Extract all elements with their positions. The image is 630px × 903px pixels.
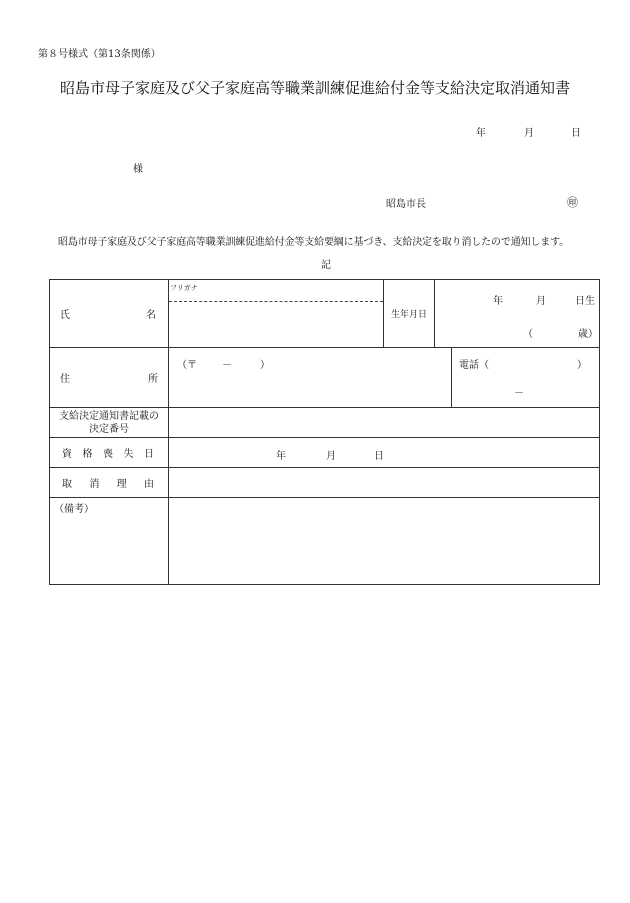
name-label-2: 名 bbox=[146, 310, 156, 321]
phone-dash: － bbox=[514, 388, 524, 399]
loss-label-char: 日 bbox=[144, 449, 154, 460]
loss-label-char: 資 bbox=[62, 449, 72, 460]
cancel-reason-field[interactable] bbox=[169, 468, 600, 498]
phone-field[interactable] bbox=[452, 348, 600, 408]
dob-label-cell bbox=[384, 280, 435, 348]
dob-field[interactable] bbox=[435, 280, 600, 348]
phone-label: 電話（ bbox=[459, 360, 489, 371]
furigana-label: フリガナ bbox=[170, 284, 198, 292]
remarks-row bbox=[50, 498, 600, 585]
loss-month-label: 月 bbox=[326, 451, 336, 462]
cancel-reason-row bbox=[50, 468, 600, 498]
qualification-loss-label-cell bbox=[50, 438, 169, 468]
decision-number-field[interactable] bbox=[169, 408, 600, 438]
dob-year-label: 年 bbox=[493, 296, 503, 307]
decision-number-label-cell bbox=[50, 408, 169, 438]
name-row bbox=[50, 280, 600, 348]
loss-label-char: 格 bbox=[82, 449, 93, 460]
address-label-2: 所 bbox=[148, 374, 158, 385]
decision-number-row bbox=[50, 408, 600, 438]
dob-month-label: 月 bbox=[536, 296, 546, 307]
address-label-cell bbox=[50, 348, 169, 408]
qualification-loss-row bbox=[50, 438, 600, 468]
decision-number-label-2: 決定番号 bbox=[89, 423, 129, 435]
remarks-field[interactable] bbox=[169, 498, 600, 585]
furigana-divider bbox=[169, 301, 383, 302]
ki-heading: 記 bbox=[321, 260, 331, 271]
document-title: 昭島市母子家庭及び父子家庭高等職業訓練促進給付金等支給決定取消通知書 bbox=[59, 79, 570, 97]
postal-open-label: （〒 bbox=[177, 360, 197, 371]
phone-close-label: ） bbox=[577, 360, 587, 371]
postal-close-label: ） bbox=[260, 360, 270, 371]
reason-label-char: 取 bbox=[62, 479, 72, 490]
dob-day-label: 日生 bbox=[575, 296, 595, 307]
loss-label-char: 喪 bbox=[103, 449, 113, 460]
postal-dash: － bbox=[222, 360, 232, 371]
date-year-label: 年 bbox=[476, 128, 486, 139]
loss-label-char: 失 bbox=[123, 449, 134, 460]
date-month-label: 月 bbox=[524, 128, 534, 139]
date-day-label: 日 bbox=[571, 128, 581, 139]
remarks-label: （備考） bbox=[54, 504, 94, 515]
loss-day-label: 日 bbox=[374, 451, 384, 462]
address-label-1: 住 bbox=[60, 374, 70, 385]
remarks-label-cell bbox=[50, 498, 169, 585]
loss-year-label: 年 bbox=[276, 451, 286, 462]
name-field[interactable] bbox=[169, 280, 384, 348]
qualification-loss-date-field[interactable] bbox=[169, 438, 600, 468]
address-field[interactable] bbox=[169, 348, 452, 408]
dob-label: 生年月日 bbox=[390, 310, 427, 320]
reason-label-char: 由 bbox=[143, 479, 154, 490]
reason-label-char: 消 bbox=[89, 479, 100, 490]
name-label-1: 氏 bbox=[60, 310, 70, 321]
age-open-label: （ bbox=[523, 329, 533, 340]
reason-label-char: 理 bbox=[116, 479, 127, 490]
form-number: 第８号様式（第13条関係） bbox=[38, 49, 161, 60]
issuer-name: 昭島市長 bbox=[386, 199, 426, 210]
applicant-form-table bbox=[49, 279, 600, 585]
age-close-label: 歳） bbox=[578, 329, 598, 340]
seal-mark: ㊞ bbox=[567, 196, 578, 209]
cancel-reason-label-cell bbox=[50, 468, 169, 498]
decision-number-label-1: 支給決定通知書記載の bbox=[59, 410, 159, 422]
address-row bbox=[50, 348, 600, 408]
notice-body: 昭島市母子家庭及び父子家庭高等職業訓練促進給付金等支給要綱に基づき、支給決定を取り消したので通知します。 bbox=[58, 237, 569, 248]
addressee-honorific: 様 bbox=[133, 164, 143, 175]
name-label-cell bbox=[50, 280, 169, 348]
